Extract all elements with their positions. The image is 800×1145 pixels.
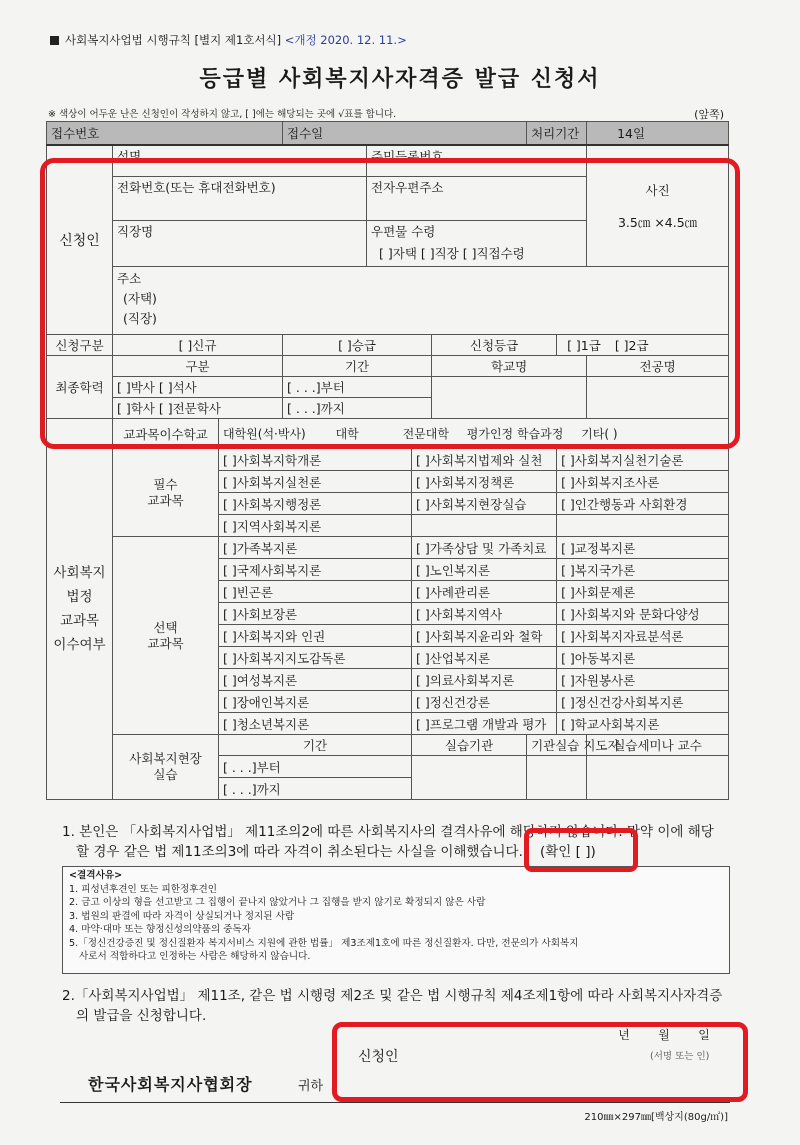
processing-period-value-cell: 14일: [587, 122, 729, 145]
id-number-field[interactable]: 주민등록번호: [367, 145, 587, 177]
practicum-period-header: 기간: [219, 735, 412, 756]
receipt-date-cell: 접수일: [283, 122, 527, 145]
edu-school-header: 학교명: [432, 356, 587, 377]
recipient-suffix: 귀하: [298, 1079, 324, 1094]
disqualification-box: [62, 866, 730, 974]
req-course[interactable]: [ ]사회복지실천기술론: [557, 449, 729, 471]
edu-to[interactable]: [ . . .]까지: [283, 398, 432, 419]
elec-course[interactable]: [ ]사회복지와 문화다양성: [557, 603, 729, 625]
elec-course[interactable]: [ ]가족상담 및 가족치료: [412, 537, 557, 559]
req-course[interactable]: [ ]사회복지학개론: [219, 449, 412, 471]
req-course-empty: [557, 515, 729, 537]
school-accredited[interactable]: 평가인정 학습과정: [466, 427, 564, 441]
degree-row2[interactable]: [ ]학사 [ ]전문학사: [113, 398, 283, 419]
application-statement-line2: 의 발급을 신청합니다.: [76, 1008, 207, 1024]
elec-course[interactable]: [ ]정신건강론: [412, 691, 557, 713]
req-course[interactable]: [ ]사회복지정책론: [412, 471, 557, 493]
photo-size: 3.5㎝ ×4.5㎝: [617, 214, 698, 230]
major-field[interactable]: [587, 377, 729, 419]
instruction-note: ※ 색상이 어두운 난은 신청인이 작성하지 않고, [ ]에는 해당되는 곳에 √표를 합니다.: [48, 109, 397, 120]
footer-divider: [60, 1102, 730, 1103]
signature-date[interactable]: [604, 1026, 724, 1043]
application-statement-line1: 2.「사회복지사업법」 제11조, 같은 법 시행령 제2조 및 같은 법 시행규칙 제4조제1항에 따라 사회복지사자격증: [62, 988, 723, 1004]
declaration-line2: 할 경우 같은 법 제11조의3에 따라 자격이 취소된다는 사실을 이해했습니다.: [76, 844, 523, 860]
revision-text: <개정 2020. 12. 11.>: [284, 33, 407, 47]
paper-spec: 210㎜×297㎜[백상지(80g/㎡)]: [584, 1112, 728, 1123]
elec-course[interactable]: [ ]정신건강사회복지론: [557, 691, 729, 713]
processing-period-label-cell: 처리기간: [527, 122, 587, 145]
degree-row1[interactable]: [ ]박사 [ ]석사: [113, 377, 283, 398]
year-label: 년: [618, 1028, 630, 1042]
mail-options[interactable]: [ ]자택 [ ]직장 [ ]직접수령: [379, 246, 525, 261]
elec-course[interactable]: [ ]노인복지론: [412, 559, 557, 581]
form-reference: [50, 32, 407, 48]
edu-type-header: 구분: [113, 356, 283, 377]
school-other[interactable]: 기타( ): [581, 427, 618, 441]
elec-course[interactable]: [ ]여성복지론: [219, 669, 412, 691]
required-courses-label: 필수 교과목: [113, 449, 219, 537]
elec-course[interactable]: [ ]사회복지자료분석론: [557, 625, 729, 647]
elec-course[interactable]: [ ]가족복지론: [219, 537, 412, 559]
school-univ[interactable]: 대학: [335, 427, 359, 441]
disqualification-item: 5.「정신건강증진 및 정신질환자 복지서비스 지원에 관한 법률」 제3조제1호에 따른 정신질환자. 다만, 전문의가 사회복지: [69, 937, 579, 949]
school-grad[interactable]: 대학원(석·박사): [223, 427, 306, 441]
practicum-supervisor-header: 기관실습 지도자: [527, 735, 587, 756]
practicum-seminar-header: 실습세미나 교수: [587, 735, 729, 756]
mail-receipt-field[interactable]: 우편물 수령 [ ]자택 [ ]직장 [ ]직접수령: [367, 221, 587, 267]
disqualification-item: 4. 마약·대마 또는 향정신성의약품의 중독자: [69, 924, 251, 935]
elec-course[interactable]: [ ]장애인복지론: [219, 691, 412, 713]
disqualification-item: 3. 법원의 판결에 따라 자격이 상실되거나 정지된 사람: [69, 910, 295, 922]
elec-course[interactable]: [ ]복지국가론: [557, 559, 729, 581]
form-ref-text: 사회복지사업법 시행규칙 [별지 제1호서식]: [65, 33, 282, 47]
disqualification-title: <결격사유>: [69, 870, 123, 881]
elec-course[interactable]: [ ]사례관리론: [412, 581, 557, 603]
elec-course[interactable]: [ ]산업복지론: [412, 647, 557, 669]
elec-course[interactable]: [ ]자원봉사론: [557, 669, 729, 691]
course-section-label: 사회복지 법정 교과목 이수여부: [47, 419, 113, 800]
square-bullet-icon: [50, 36, 59, 45]
practicum-org-field[interactable]: [412, 756, 527, 800]
school-type-options[interactable]: [219, 419, 729, 449]
elec-course[interactable]: [ ]의료사회복지론: [412, 669, 557, 691]
completion-school-label: 교과목이수학교: [113, 419, 219, 449]
receipt-number-cell: 접수번호: [47, 122, 283, 145]
elec-course[interactable]: [ ]아동복지론: [557, 647, 729, 669]
req-course[interactable]: [ ]사회복지현장실습: [412, 493, 557, 515]
practicum-seminar-field[interactable]: [587, 756, 729, 800]
confirm-checkbox[interactable]: (확인 [ ]): [540, 844, 596, 860]
workplace-field[interactable]: 직장명: [113, 221, 367, 267]
req-course[interactable]: [ ]지역사회복지론: [219, 515, 412, 537]
grade-label: 신청등급: [432, 335, 557, 356]
elec-course[interactable]: [ ]사회복지지도감독론: [219, 647, 412, 669]
photo-label: 사진: [645, 182, 670, 198]
req-course-empty: [412, 515, 557, 537]
disqualification-item: 2. 금고 이상의 형을 선고받고 그 집행이 끝나지 않았거나 그 집행을 받지 않기로 확정되지 않은 사람: [69, 897, 486, 908]
application-form-table: [46, 121, 729, 800]
upgrade-checkbox[interactable]: [ ]승급: [283, 335, 432, 356]
address-field[interactable]: 주소 (자택) (직장): [113, 267, 729, 335]
day-label: 일: [698, 1028, 710, 1042]
recipient-name: 한국사회복지사협회장: [88, 1075, 253, 1094]
sign-hint[interactable]: (서명 또는 인): [650, 1051, 710, 1062]
school-name-field[interactable]: [432, 377, 587, 419]
req-course[interactable]: [ ]사회복지법제와 실천: [412, 449, 557, 471]
req-course[interactable]: [ ]사회복지실천론: [219, 471, 412, 493]
practicum-org-header: 실습기관: [412, 735, 527, 756]
elec-course[interactable]: [ ]사회복지역사: [412, 603, 557, 625]
practicum-label: 사회복지현장 실습: [113, 735, 219, 800]
education-label: 최종학력: [47, 356, 113, 419]
req-course[interactable]: [ ]인간행동과 사회환경: [557, 493, 729, 515]
phone-field[interactable]: 전화번호(또는 휴대전화번호): [113, 177, 367, 221]
photo-box: [587, 145, 729, 267]
practicum-supervisor-field[interactable]: [527, 756, 587, 800]
elec-course[interactable]: [ ]교정복지론: [557, 537, 729, 559]
grade1-checkbox[interactable]: [ ]1급: [567, 338, 601, 353]
edu-from[interactable]: [ . . .]부터: [283, 377, 432, 398]
edu-major-header: 전공명: [587, 356, 729, 377]
disqualification-item: 1. 피성년후견인 또는 피한정후견인: [69, 883, 218, 895]
disqualification-item: 사로서 적합하다고 인정하는 사람은 해당하지 않습니다.: [79, 951, 311, 962]
school-college[interactable]: 전문대학: [402, 427, 449, 441]
month-label: 월: [658, 1028, 670, 1042]
grade-checkboxes[interactable]: [557, 335, 729, 356]
elec-course[interactable]: [ ]사회복지와 인권: [219, 625, 412, 647]
elective-courses-label: 선택 교과목: [113, 537, 219, 735]
declaration-line1: 1. 본인은 「사회복지사업법」 제11조의2에 따른 사회복지사의 결격사유에 해당하지 않습니다. 만약 이에 해당: [62, 824, 714, 840]
email-field[interactable]: 전자우편주소: [367, 177, 587, 221]
elec-course[interactable]: [ ]사회문제론: [557, 581, 729, 603]
elec-course[interactable]: [ ]청소년복지론: [219, 713, 412, 735]
name-field[interactable]: 성명: [113, 145, 367, 177]
elec-course[interactable]: [ ]학교사회복지론: [557, 713, 729, 735]
elec-course[interactable]: [ ]사회복지윤리와 철학: [412, 625, 557, 647]
elec-course[interactable]: [ ]국제사회복지론: [219, 559, 412, 581]
req-course[interactable]: [ ]사회복지행정론: [219, 493, 412, 515]
applicant-section-label: 신청인: [47, 145, 113, 335]
application-type-label: 신청구분: [47, 335, 113, 356]
edu-period-header: 기간: [283, 356, 432, 377]
grade2-checkbox[interactable]: [ ]2급: [614, 338, 649, 353]
new-checkbox[interactable]: [ ]신규: [113, 335, 283, 356]
elec-course[interactable]: [ ]사회보장론: [219, 603, 412, 625]
elec-course[interactable]: [ ]빈곤론: [219, 581, 412, 603]
applicant-sign-label: 신청인: [358, 1049, 399, 1065]
page-title: 등급별 사회복지사자격증 발급 신청서: [199, 67, 601, 92]
practicum-from[interactable]: [ . . .]부터: [219, 756, 412, 778]
elec-course[interactable]: [ ]프로그램 개발과 평가: [412, 713, 557, 735]
req-course[interactable]: [ ]사회복지조사론: [557, 471, 729, 493]
page-side-label: (앞쪽): [694, 108, 724, 121]
practicum-to[interactable]: [ . . .]까지: [219, 778, 412, 800]
